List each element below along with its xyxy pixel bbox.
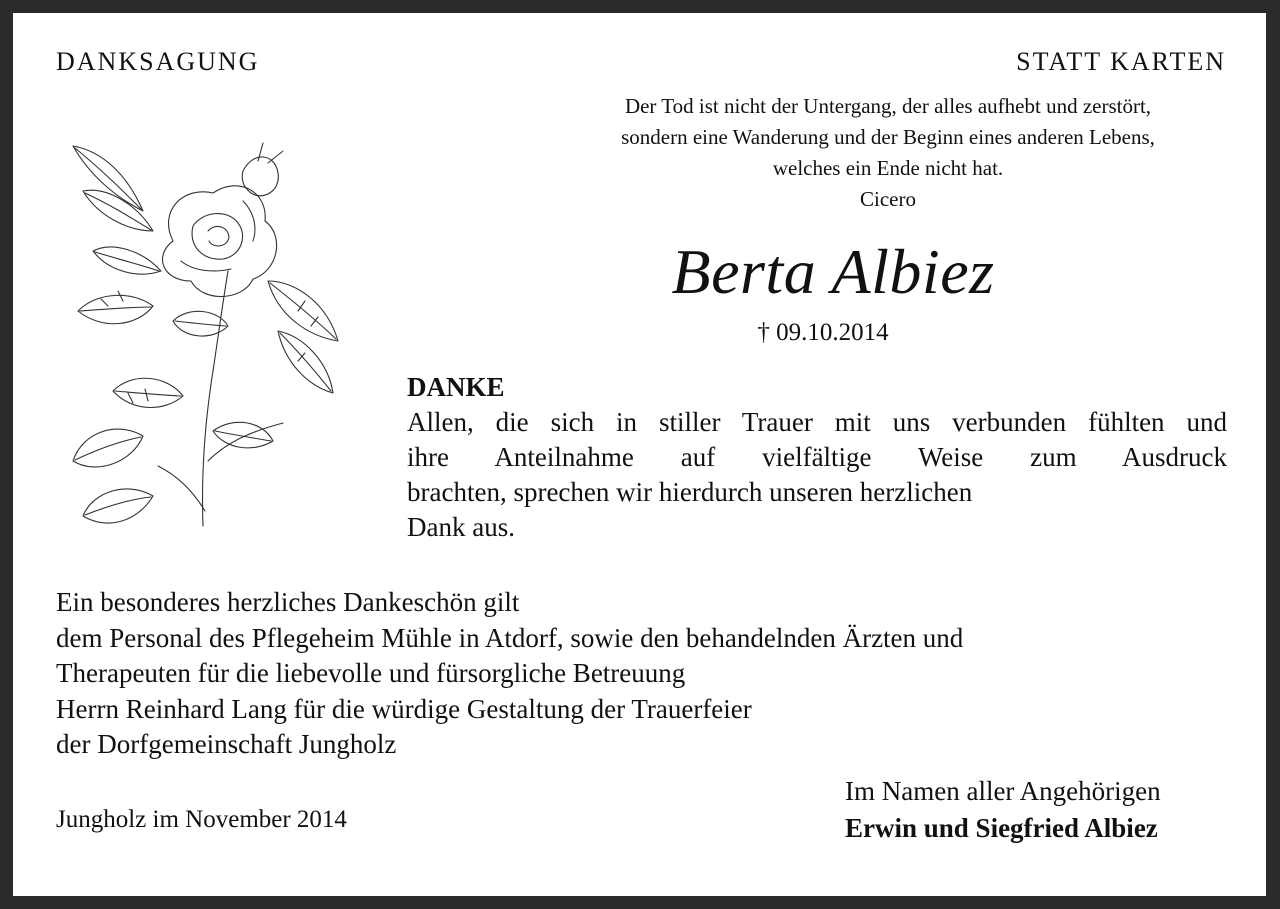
obituary-notice bbox=[13, 13, 1266, 896]
special-thanks-line: dem Personal des Pflegeheim Mühle in Atdorf, sowie den behandelnden Ärzten und bbox=[56, 622, 964, 653]
quote-line: Der Tod ist nicht der Untergang, der alles aufhebt und zerstört, bbox=[624, 94, 1152, 118]
thanks-block bbox=[407, 370, 1227, 545]
quote-line: welches ein Ende nicht hat. bbox=[772, 156, 1004, 180]
rose-branch-illustration bbox=[53, 131, 353, 551]
death-date: † 09.10.2014 bbox=[757, 319, 889, 346]
on-behalf-text: Im Namen aller Angehörigen bbox=[845, 776, 1161, 806]
quote-line: sondern eine Wanderung und der Beginn eines anderen Lebens, bbox=[621, 125, 1155, 149]
header-danksagung: DANKSAGUNG bbox=[56, 47, 260, 76]
special-thanks-line: Ein besonderes herzliches Dankeschön gilt bbox=[56, 587, 520, 617]
signers-names: Erwin und Siegfried Albiez bbox=[845, 813, 1158, 843]
special-thanks-block bbox=[56, 585, 1226, 763]
place-date: Jungholz im November 2014 bbox=[56, 806, 347, 833]
special-thanks-line: Therapeuten für die liebevolle und fürsorgliche Betreuung bbox=[56, 658, 686, 688]
special-thanks-line: Herrn Reinhard Lang für die würdige Gestaltung der Trauerfeier bbox=[56, 693, 752, 724]
thanks-title: DANKE bbox=[407, 372, 505, 402]
signature-block bbox=[845, 773, 1161, 847]
quote-author: Cicero bbox=[860, 187, 916, 211]
deceased-name: Berta Albiez bbox=[671, 236, 995, 307]
thanks-line: ihre Anteilnahme auf vielfältige Weise zum Ausdruck bbox=[407, 442, 1227, 472]
thanks-line: brachten, sprechen wir hierdurch unseren herzlichen bbox=[407, 477, 973, 507]
thanks-line: Dank aus. bbox=[407, 512, 515, 542]
special-thanks-line: der Dorfgemeinschaft Jungholz bbox=[56, 729, 397, 759]
thanks-line: Allen, die sich in stiller Trauer mit uns verbunden fühlten und bbox=[407, 407, 1227, 437]
quote-block bbox=[543, 91, 1233, 215]
header-statt-karten: STATT KARTEN bbox=[1016, 47, 1226, 76]
